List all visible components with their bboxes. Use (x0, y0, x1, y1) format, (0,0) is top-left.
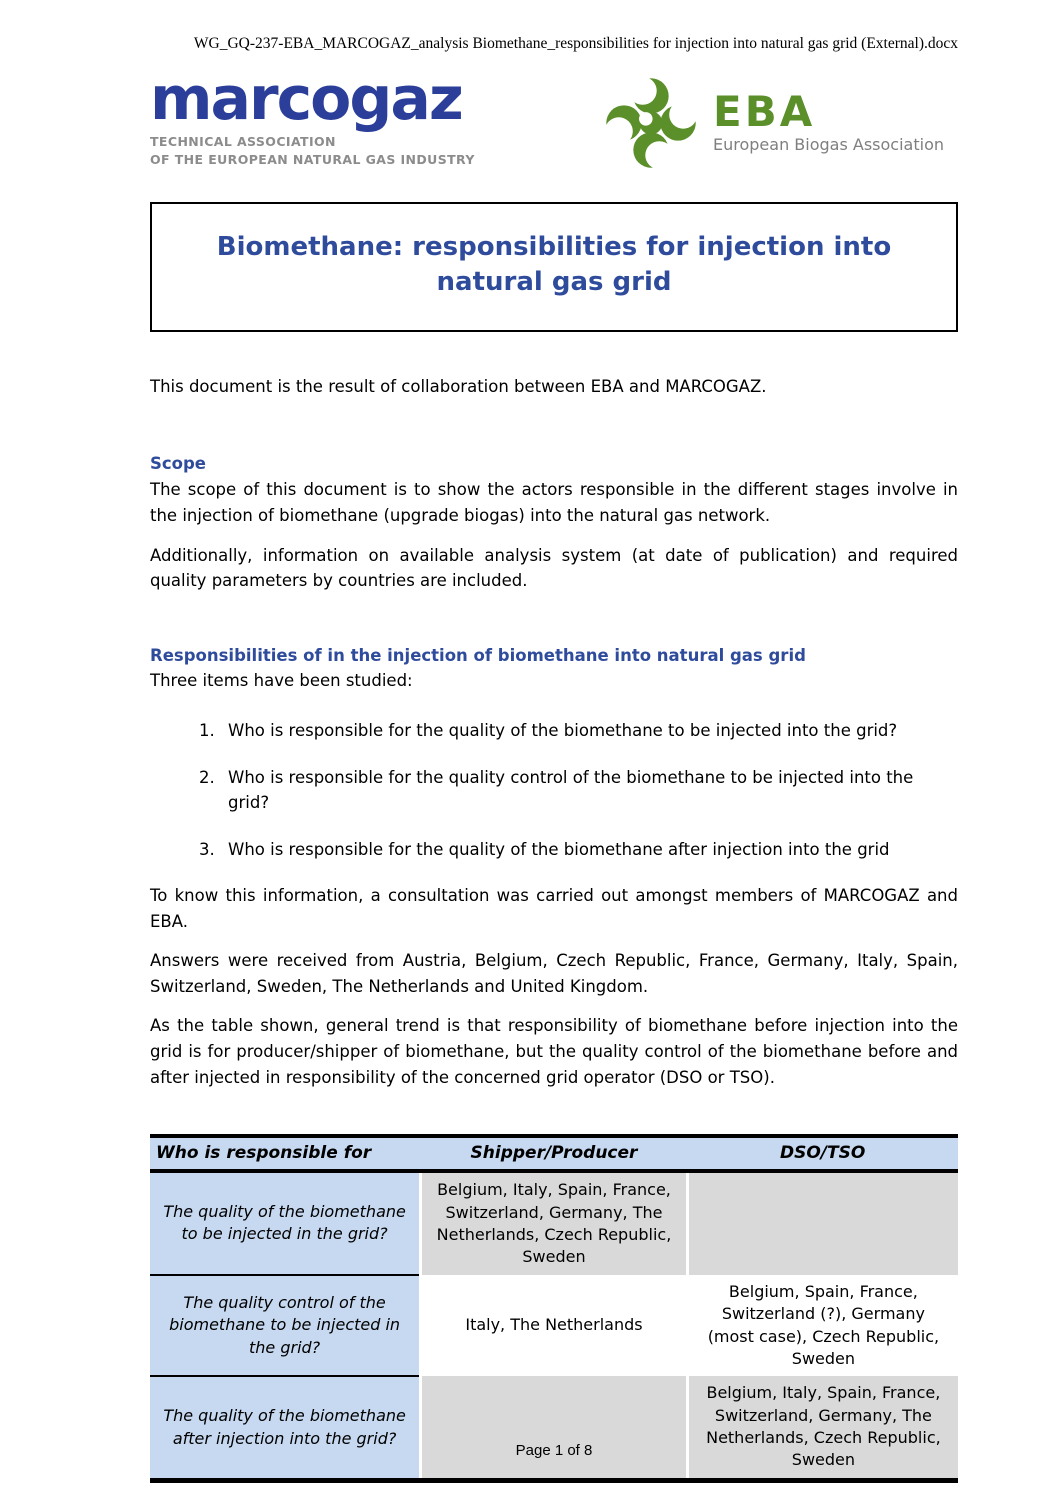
marcogaz-tagline (150, 133, 475, 169)
eba-subtitle: European Biogas Association (713, 135, 944, 155)
marcogaz-logo (150, 63, 475, 169)
shipper-producer-cell: Belgium, Italy, Spain, France, Switzerland, Germany, The Netherlands, Czech Republic, Sweden (421, 1171, 688, 1275)
page-footer: Page 1 of 8 (515, 1442, 593, 1459)
study-item-3: 3. Who is responsible for the quality of the biomethane after injection into the grid (220, 837, 958, 863)
dso-tso-cell: Belgium, Italy, Spain, France, Switzerland, Germany, The Netherlands, Czech Republic, Sweden (687, 1376, 958, 1480)
eba-leaf-icon (599, 71, 703, 175)
scope-paragraph-2: Additionally, information on available analysis system (at date of publication) and required quality parameters by countries are included. (150, 545, 958, 591)
table-row (150, 1376, 958, 1480)
marcogaz-wordmark: marcogaz (150, 63, 462, 134)
study-items-list (196, 718, 958, 862)
table-row (150, 1171, 958, 1275)
table-row (150, 1275, 958, 1377)
question-cell: The quality control of the biomethane to be injected in the grid? (150, 1275, 421, 1377)
consultation-paragraph: To know this information, a consultation was carried out amongst members of MARCOGAZ and EBA. (150, 886, 958, 931)
document-filename: WG_GQ-237-EBA_MARCOGAZ_analysis Biomethane_responsibilities for injection into natural gas grid (External).docx (193, 35, 958, 52)
eba-logo (599, 71, 944, 175)
eba-wordmark: EBA (713, 87, 816, 137)
table-header-who: Who is responsible for (150, 1136, 421, 1171)
question-cell: The quality of the biomethane to be injected in the grid? (150, 1171, 421, 1275)
marcogaz-tagline-line1: TECHNICAL ASSOCIATION (150, 133, 336, 149)
table-header-dso-tso: DSO/TSO (687, 1136, 958, 1171)
trend-paragraph: As the table shown, general trend is that responsibility of biomethane before injection into the grid is for producer/shipper of biomethane, but the quality control of the biomethane before and after injected in responsibility of the concerned grid operator (DSO or TSO). (150, 1016, 958, 1087)
table-header-row (150, 1136, 958, 1171)
title-box (150, 202, 958, 332)
intro-paragraph: This document is the result of collaboration between EBA and MARCOGAZ. (150, 377, 767, 397)
scope-paragraph-1: The scope of this document is to show the actors responsible in the different stages involve in the injection of biomethane (upgrade biogas) into the natural gas network. (150, 480, 958, 525)
dso-tso-cell (687, 1171, 958, 1275)
table-header-shipper-producer: Shipper/Producer (421, 1136, 688, 1171)
responsibility-table (150, 1134, 958, 1483)
answers-paragraph: Answers were received from Austria, Belgium, Czech Republic, France, Germany, Italy, Spain, Switzerland, Sweden, The Netherlands and United Kingdom. (150, 951, 958, 996)
logos-row (150, 63, 958, 174)
shipper-producer-cell: Italy, The Netherlands (421, 1275, 688, 1377)
study-item-2: 2. Who is responsible for the quality control of the biomethane to be injected into the grid? (220, 765, 958, 816)
study-item-1: 1. Who is responsible for the quality of the biomethane to be injected into the grid? (220, 718, 958, 744)
shipper-producer-cell (421, 1376, 688, 1480)
responsibilities-heading: Responsibilities of in the injection of biomethane into natural gas grid (150, 645, 806, 665)
scope-heading: Scope (150, 453, 207, 473)
studied-lead: Three items have been studied: (150, 671, 413, 691)
dso-tso-cell: Belgium, Spain, France, Switzerland (?), Germany (most case), Czech Republic, Sweden (687, 1275, 958, 1377)
page-content (150, 0, 958, 1483)
eba-textblock (713, 87, 944, 155)
marcogaz-tagline-line2: OF THE EUROPEAN NATURAL GAS INDUSTRY (150, 152, 475, 168)
question-cell: The quality of the biomethane after injection into the grid? (150, 1376, 421, 1480)
document-title: Biomethane: responsibilities for injection into natural gas grid (216, 231, 892, 298)
